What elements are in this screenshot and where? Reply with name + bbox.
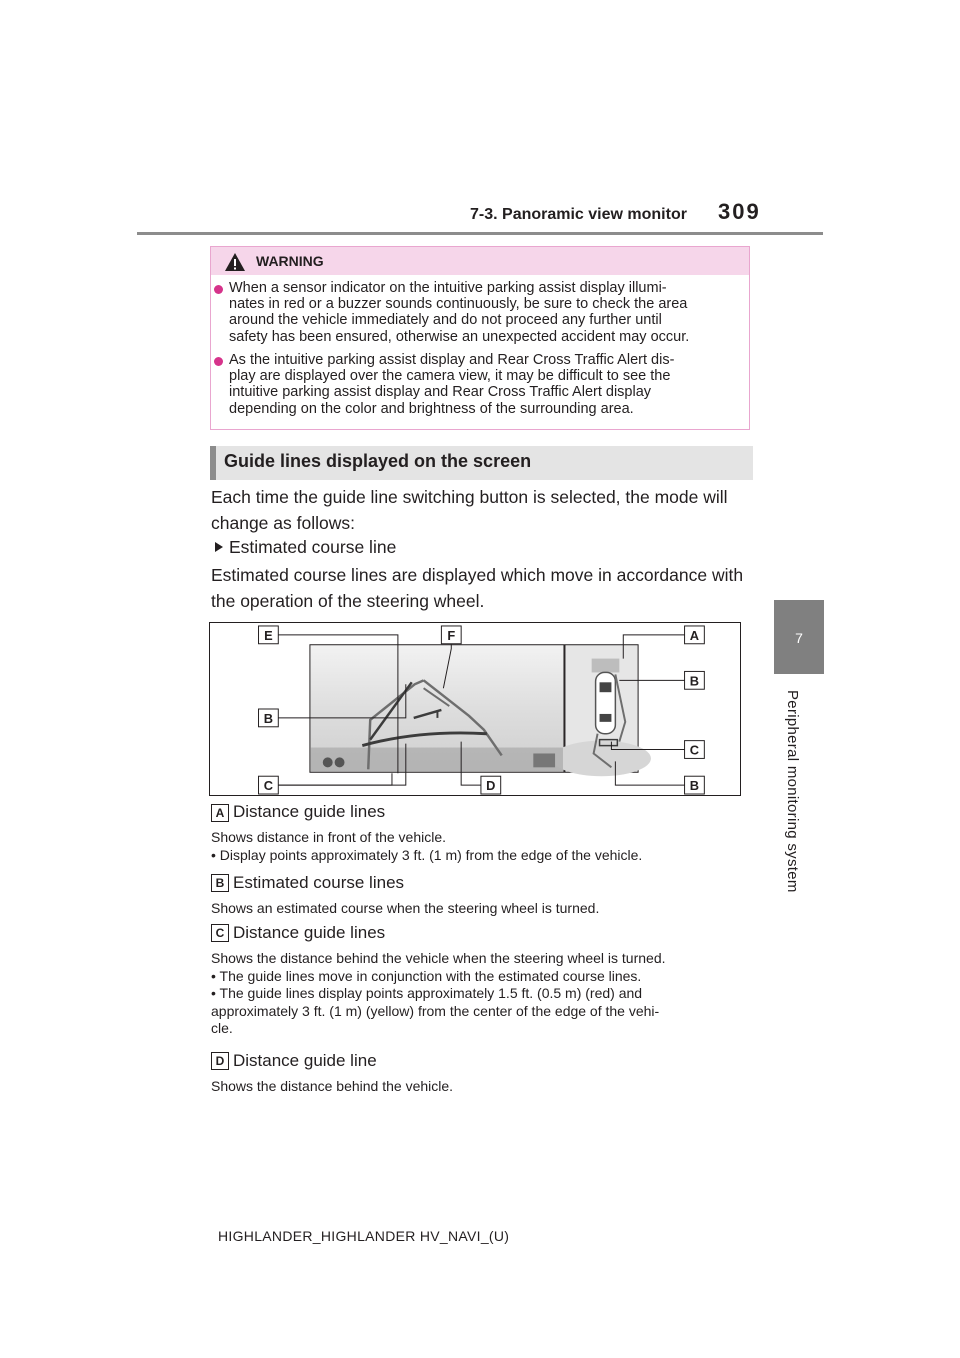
item-title-b: Estimated course lines [233, 873, 405, 892]
item-title-d: Distance guide line [233, 1051, 377, 1070]
item-desc-a: Shows distance in front of the vehicle. • Display points approximately 3 ft. (1 m) from the edge of the vehicle. [211, 829, 643, 863]
chapter-title: Peripheral monitoring system [784, 690, 801, 893]
header-divider [137, 232, 823, 235]
figure-label-b: B [689, 778, 700, 794]
item-desc-d: Shows the distance behind the vehicle. [211, 1078, 454, 1094]
chapter-number: 7 [795, 630, 803, 646]
callout-c: C [211, 924, 229, 942]
warning-text-2: As the intuitive parking assist display and Rear Cross Traffic Alert dis- play are displayed over the camera view, it may be difficult to see the intuitive parking assist display and Rear Cross Traffic Alert display depending on the color and brightness of the surrounding area. [229, 352, 675, 417]
footer-text: HIGHLANDER_HIGHLANDER HV_NAVI_(U) [218, 1228, 510, 1244]
item-desc-b: Shows an estimated course when the steering wheel is turned. [211, 900, 600, 916]
guide-lines-figure [209, 622, 741, 796]
item-desc-c: Shows the distance behind the vehicle when the steering wheel is turned. • The guide lines move in conjunction with the estimated course lines. • The guide lines display points approximately 1.5 ft. (0.5 m) (red) and approximately 3 ft. (1 m) (yellow) from the center of the edge of the vehi- cle. [211, 950, 666, 1036]
item-title-c: Distance guide lines [233, 923, 386, 942]
warning-bullet-icon [214, 285, 223, 294]
figure-label-b: B [689, 673, 700, 689]
item-title-a: Distance guide lines [233, 802, 386, 821]
figure-label-c: C [689, 742, 700, 758]
warning-triangle-icon [224, 252, 246, 272]
figure-label-f: F [447, 627, 456, 643]
section-header: 7-3. Panoramic view monitor [470, 206, 687, 223]
section-heading-marker [210, 446, 216, 480]
arrow-right-icon [215, 542, 223, 552]
subheading: Estimated course line [229, 537, 397, 557]
callout-b: B [211, 874, 229, 892]
callout-d: D [211, 1052, 229, 1070]
figure-label-e: E [264, 627, 273, 643]
callout-a: A [211, 804, 229, 822]
figure-label-b: B [263, 710, 274, 726]
intro-paragraph: Each time the guide line switching button is selected, the mode will change as follows: [211, 487, 728, 533]
section-title: Guide lines displayed on the screen [224, 451, 532, 471]
warning-text-1: When a sensor indicator on the intuitive parking assist display illumi- nates in red or a buzzer sounds continuously, be sure to check the area around the vehicle immediately and do not proceed any further until safety has been ensured, otherwise an unexpected accident may occur. [229, 280, 690, 345]
body-paragraph: Estimated course lines are displayed which move in accordance with the operation of the steering wheel. [211, 565, 744, 611]
warning-bullet-icon [214, 357, 223, 366]
figure-label-d: D [486, 778, 496, 794]
figure-label-c: C [263, 778, 274, 794]
figure-label-a: A [689, 627, 700, 643]
page-number: 309 [718, 199, 761, 224]
warning-title: WARNING [256, 253, 324, 269]
